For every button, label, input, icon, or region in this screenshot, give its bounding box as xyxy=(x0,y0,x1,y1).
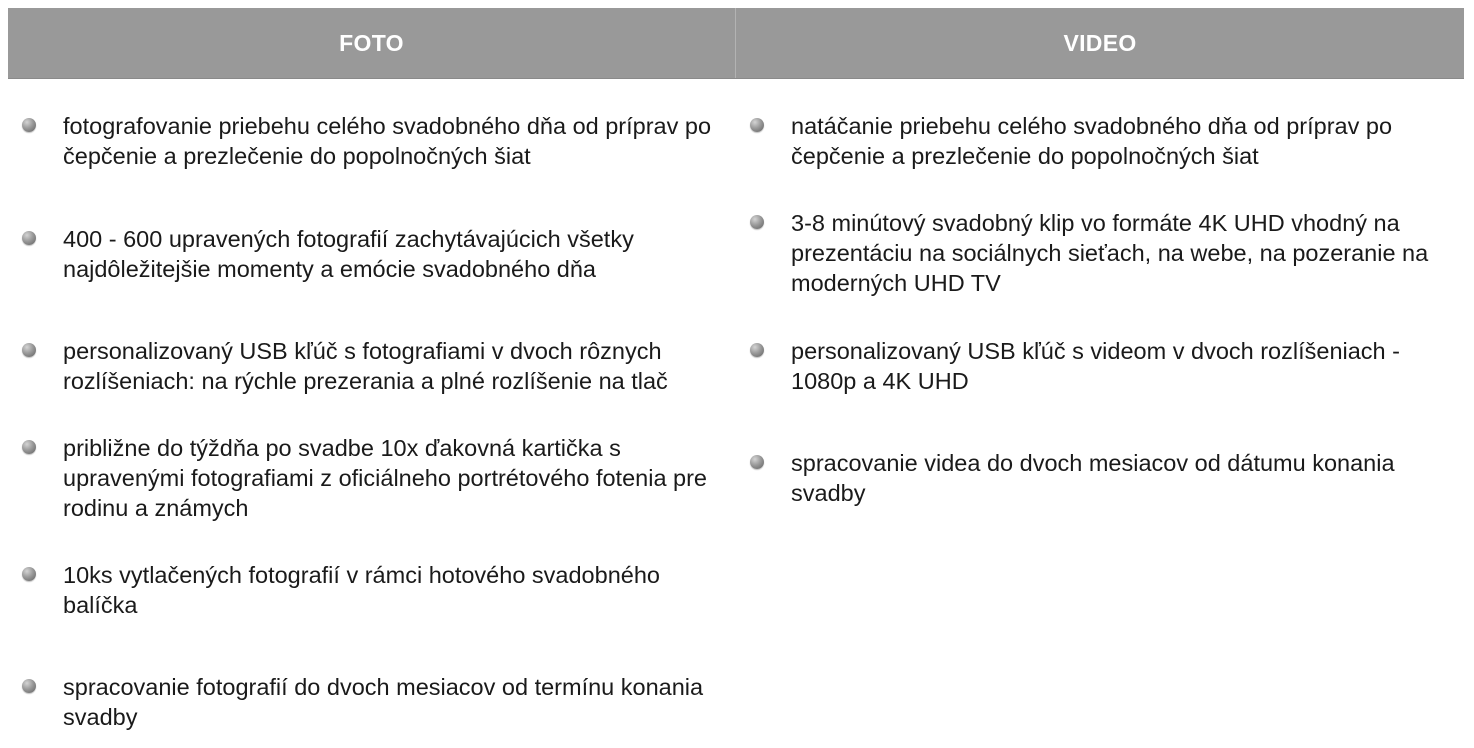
list-item xyxy=(8,560,736,620)
list-item xyxy=(8,336,736,396)
video-column-header: VIDEO xyxy=(1063,29,1137,56)
bullet-icon xyxy=(22,343,36,357)
foto-item-text: 400 - 600 upravených fotografií zachytávajúcich všetky najdôležitejšie momenty a emócie svadobného dňa xyxy=(63,226,634,282)
bullet-icon xyxy=(22,440,36,454)
bullet-icon xyxy=(750,455,764,469)
video-item-text: natáčanie priebehu celého svadobného dňa od príprav po čepčenie a prezlečenie do popolnočných šiat xyxy=(791,113,1393,169)
foto-column-header: FOTO xyxy=(8,8,736,78)
table-header-row xyxy=(8,8,1464,79)
list-item xyxy=(8,672,736,732)
video-item-text: spracovanie videa do dvoch mesiacov od dátumu konania svadby xyxy=(791,450,1395,506)
foto-item-text: personalizovaný USB kľúč s fotografiami v dvoch rôznych rozlíšeniach: na rýchle prezerania a plné rozlíšenie na tlač xyxy=(63,338,668,394)
list-item xyxy=(736,336,1464,396)
foto-item-text: fotografovanie priebehu celého svadobného dňa od príprav po čepčenie a prezlečenie do popolnočných šiat xyxy=(63,113,712,169)
list-item xyxy=(8,111,736,171)
foto-item-text: 10ks vytlačených fotografií v rámci hotového svadobného balíčka xyxy=(63,562,660,618)
list-item xyxy=(8,433,736,523)
bullet-icon xyxy=(22,118,36,132)
foto-item-text: približne do týždňa po svadbe 10x ďakovná kartička s upravenými fotografiami z oficiálneho portrétového fotenia pre rodinu a známych xyxy=(63,435,708,521)
bullet-icon xyxy=(22,231,36,245)
foto-item-text: spracovanie fotografií do dvoch mesiacov od termínu konania svadby xyxy=(63,674,704,730)
bullet-icon xyxy=(750,343,764,357)
list-item xyxy=(736,448,1464,508)
list-item xyxy=(8,224,736,284)
package-comparison-table xyxy=(8,8,1464,730)
video-item-text: 3-8 minútový svadobný klip vo formáte 4K UHD vhodný na prezentáciu na sociálnych sieťach, na webe, na pozeranie na moderných UHD TV xyxy=(791,210,1429,296)
list-item xyxy=(736,208,1464,298)
video-item-text: personalizovaný USB kľúč s videom v dvoch rozlíšeniach - 1080p a 4K UHD xyxy=(791,338,1400,394)
bullet-icon xyxy=(22,567,36,581)
list-item xyxy=(736,111,1464,171)
bullet-icon xyxy=(750,118,764,132)
bullet-icon xyxy=(750,215,764,229)
bullet-icon xyxy=(22,679,36,693)
